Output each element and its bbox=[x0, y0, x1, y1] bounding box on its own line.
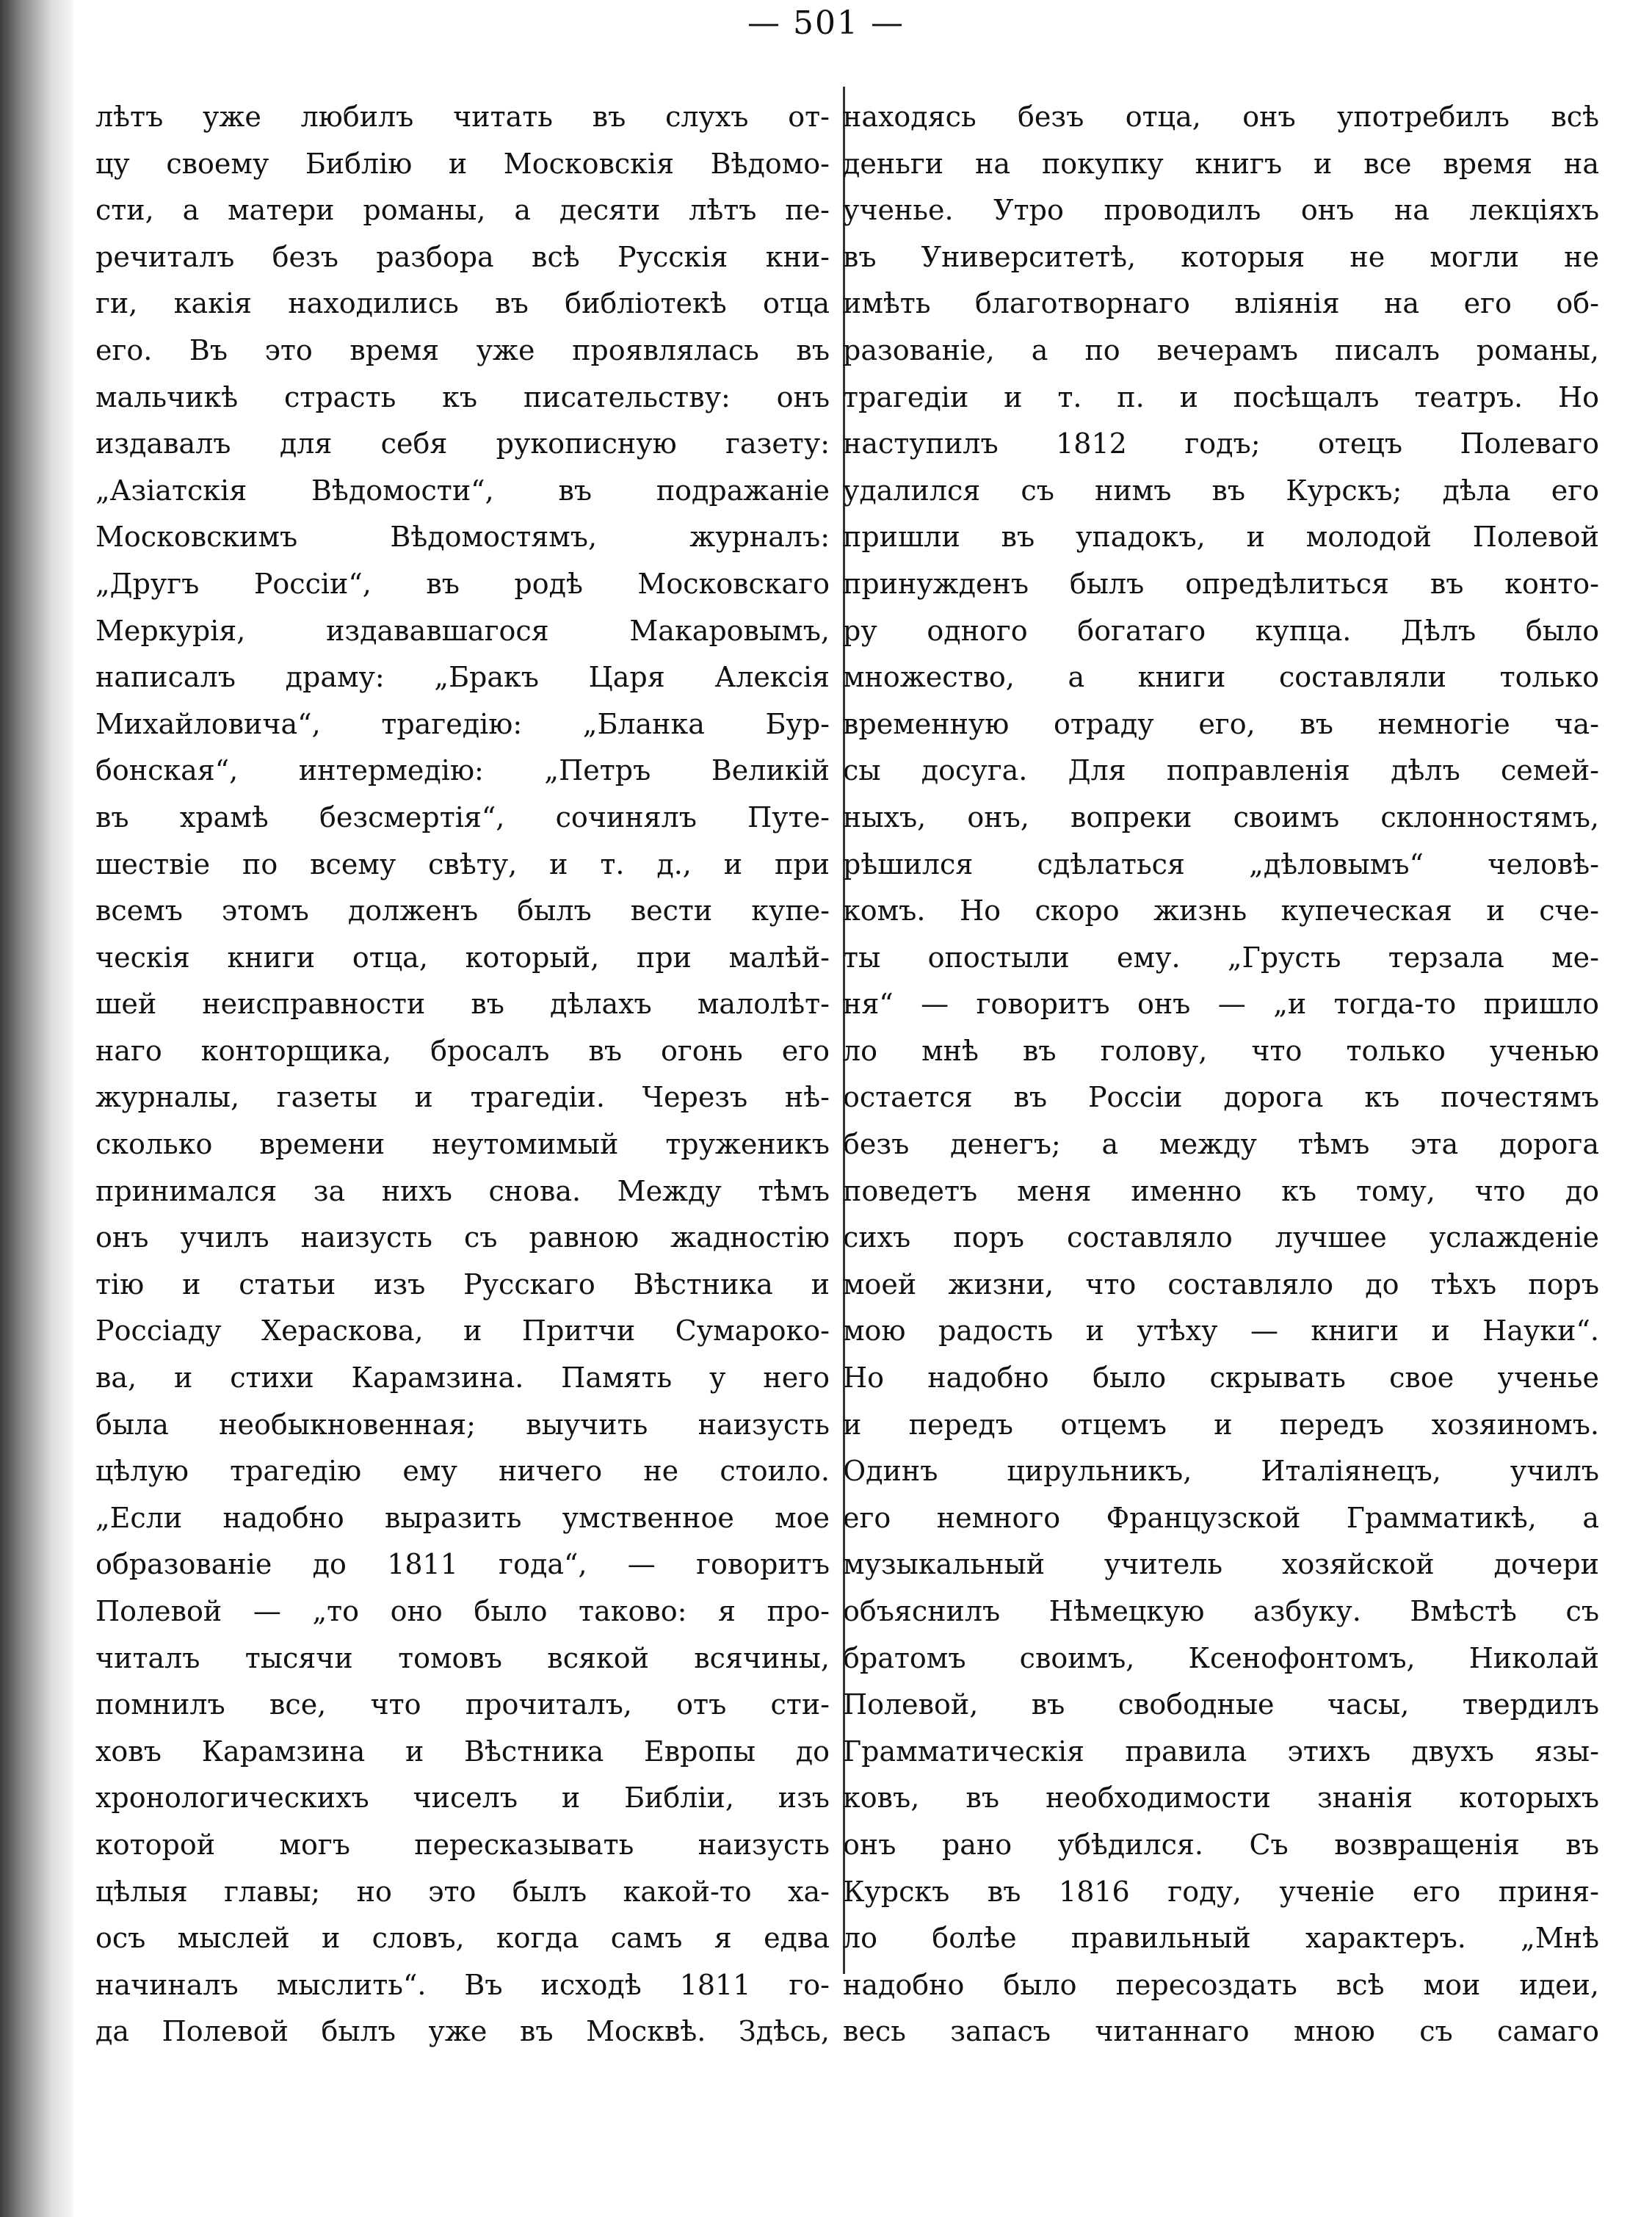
text-line: ученье. Утро проводилъ онъ на лекціяхъ bbox=[843, 194, 1599, 227]
text-line: его. Въ это время уже проявлялась въ bbox=[95, 333, 830, 366]
text-line: надобно было пересоздать всѣ мои идеи, bbox=[843, 1968, 1599, 2001]
text-line: осъ мыслей и словъ, когда самъ я едва bbox=[95, 1922, 830, 1955]
text-line: весь запасъ читаннаго мною съ самаго bbox=[843, 2015, 1599, 2048]
text-line: онъ рано убѣдился. Съ возвращенія въ bbox=[843, 1828, 1599, 1861]
text-line: „Если надобно выразить умственное мое bbox=[95, 1501, 830, 1534]
text-line: помнилъ все, что прочиталъ, отъ сти- bbox=[95, 1688, 830, 1721]
text-line: речиталъ безъ разбора всѣ Русскія кни- bbox=[95, 240, 830, 273]
text-line: въ храмѣ безсмертія“, сочинялъ Путе- bbox=[95, 800, 830, 833]
text-line: ня“ — говоритъ онъ — „и тогда-то пришло bbox=[843, 988, 1599, 1021]
text-line: Меркурія, издававшагося Макаровымъ, bbox=[95, 614, 830, 647]
text-line: была необыкновенная; выучить наизусть bbox=[95, 1408, 830, 1441]
text-line: Полевой — „то оно было таково: я про- bbox=[95, 1595, 830, 1627]
text-line: да Полевой былъ уже въ Москвѣ. Здѣсь, bbox=[95, 2015, 830, 2048]
text-line: трагедіи и т. п. и посѣщалъ театръ. Но bbox=[843, 380, 1599, 413]
text-line: поведетъ меня именно къ тому, что до bbox=[843, 1174, 1599, 1207]
text-line: начиналъ мыслить“. Въ исходѣ 1811 го- bbox=[95, 1968, 830, 2001]
text-line: наступилъ 1812 годъ; отецъ Полеваго bbox=[843, 427, 1599, 460]
text-line: ру одного богатаго купца. Дѣлъ было bbox=[843, 614, 1599, 647]
text-line: ховъ Карамзина и Вѣстника Европы до bbox=[95, 1735, 830, 1768]
text-line: которой могъ пересказывать наизусть bbox=[95, 1828, 830, 1861]
text-line: журналы, газеты и трагедіи. Черезъ нѣ- bbox=[95, 1081, 830, 1114]
text-line: множество, а книги составляли только bbox=[843, 661, 1599, 694]
text-line: пришли въ упадокъ, и молодой Полевой bbox=[843, 521, 1599, 554]
text-line: лѣтъ уже любилъ читать въ слухъ от- bbox=[95, 101, 830, 133]
text-line: „Азіатскія Вѣдомости“, въ подражаніе bbox=[95, 474, 830, 507]
text-line: ло мнѣ въ голову, что только ученью bbox=[843, 1034, 1599, 1067]
text-line: бонская“, интермедію: „Петръ Великій bbox=[95, 754, 830, 787]
text-line: Одинъ цирульникъ, Италіянецъ, училъ bbox=[843, 1455, 1599, 1488]
right-text-column bbox=[843, 94, 1599, 2055]
text-line: цу своему Библію и Московскія Вѣдомо- bbox=[95, 147, 830, 180]
text-line: деньги на покупку книгъ и все время на bbox=[843, 147, 1599, 180]
text-line: безъ денегъ; а между тѣмъ эта дорога bbox=[843, 1128, 1599, 1161]
text-line: ги, какія находились въ библіотекѣ отца bbox=[95, 287, 830, 320]
text-line: комъ. Но скоро жизнь купеческая и сче- bbox=[843, 894, 1599, 927]
text-line: принимался за нихъ снова. Между тѣмъ bbox=[95, 1174, 830, 1207]
text-line: сколько времени неутомимый труженикъ bbox=[95, 1128, 830, 1161]
text-line: ва, и стихи Карамзина. Память у него bbox=[95, 1361, 830, 1395]
text-line: цѣлыя главы; но это былъ какой-то ха- bbox=[95, 1875, 830, 1908]
text-line: всемъ этомъ долженъ былъ вести купе- bbox=[95, 894, 830, 927]
text-line: „Другъ Россіи“, въ родѣ Московскаго bbox=[95, 567, 830, 600]
text-line: остается въ Россіи дорога къ почестямъ bbox=[843, 1081, 1599, 1114]
text-line: братомъ своимъ, Ксенофонтомъ, Николай bbox=[843, 1641, 1599, 1674]
text-line: удалился съ нимъ въ Курскъ; дѣла его bbox=[843, 474, 1599, 507]
text-line: ковъ, въ необходимости знанія которыхъ bbox=[843, 1782, 1599, 1815]
text-line: и передъ отцемъ и передъ хозяиномъ. bbox=[843, 1408, 1599, 1441]
text-line: издавалъ для себя рукописную газету: bbox=[95, 427, 830, 460]
text-line: моей жизни, что составляло до тѣхъ поръ bbox=[843, 1267, 1599, 1301]
text-line: Россіаду Хераскова, и Притчи Сумароко- bbox=[95, 1314, 830, 1348]
text-line: мою радость и утѣху — книги и Науки“. bbox=[843, 1314, 1599, 1348]
text-line: ло болѣе правильный характеръ. „Мнѣ bbox=[843, 1922, 1599, 1955]
text-line: ныхъ, онъ, вопреки своимъ склонностямъ, bbox=[843, 800, 1599, 833]
text-line: его немного Французской Грамматикѣ, а bbox=[843, 1501, 1599, 1534]
text-line: принужденъ былъ опредѣлиться въ конто- bbox=[843, 567, 1599, 600]
text-line: цѣлую трагедію ему ничего не стоило. bbox=[95, 1455, 830, 1488]
text-line: временную отраду его, въ немногіе ча- bbox=[843, 707, 1599, 740]
text-line: написалъ драму: „Бракъ Царя Алексія bbox=[95, 661, 830, 694]
text-line: читалъ тысячи томовъ всякой всячины, bbox=[95, 1641, 830, 1674]
text-line: онъ училъ наизусть съ равною жадностію bbox=[95, 1221, 830, 1254]
text-line: сы досуга. Для поправленія дѣлъ семей- bbox=[843, 754, 1599, 787]
text-line: сихъ поръ составляло лучшее услажденіе bbox=[843, 1221, 1599, 1254]
text-line: Михайловича“, трагедію: „Бланка Бур- bbox=[95, 707, 830, 740]
text-line: въ Университетѣ, которыя не могли не bbox=[843, 240, 1599, 273]
text-line: тію и статьи изъ Русскаго Вѣстника и bbox=[95, 1267, 830, 1301]
text-line: шествіе по всему свѣту, и т. д., и при bbox=[95, 847, 830, 880]
text-line: образованіе до 1811 года“, — говоритъ bbox=[95, 1548, 830, 1581]
text-line: разованіе, а по вечерамъ писалъ романы, bbox=[843, 333, 1599, 366]
left-text-column bbox=[95, 94, 830, 2055]
scan-edge-shadow bbox=[0, 0, 73, 2217]
text-line: Но надобно было скрывать свое ученье bbox=[843, 1361, 1599, 1395]
text-line: объяснилъ Нѣмецкую азбуку. Вмѣстѣ съ bbox=[843, 1595, 1599, 1627]
text-line: шей неисправности въ дѣлахъ малолѣт- bbox=[95, 988, 830, 1021]
text-line: имѣть благотворнаго вліянія на его об- bbox=[843, 287, 1599, 320]
text-line: Курскъ въ 1816 году, ученіе его приня- bbox=[843, 1875, 1599, 1908]
text-line: ческія книги отца, который, при малѣй- bbox=[95, 941, 830, 974]
text-line: Полевой, въ свободные часы, твердилъ bbox=[843, 1688, 1599, 1721]
text-line: сти, а матери романы, а десяти лѣтъ пе- bbox=[95, 194, 830, 227]
page-number: — 501 — bbox=[747, 4, 905, 42]
text-line: Московскимъ Вѣдомостямъ, журналъ: bbox=[95, 521, 830, 554]
text-line: рѣшился сдѣлаться „дѣловымъ“ человѣ- bbox=[843, 847, 1599, 880]
text-line: находясь безъ отца, онъ употребилъ всѣ bbox=[843, 101, 1599, 133]
text-line: хронологическихъ чиселъ и Библіи, изъ bbox=[95, 1782, 830, 1815]
text-line: ты опостыли ему. „Грусть терзала ме- bbox=[843, 941, 1599, 974]
text-line: музыкальный учитель хозяйской дочери bbox=[843, 1548, 1599, 1581]
text-line: Грамматическія правила этихъ двухъ язы- bbox=[843, 1735, 1599, 1768]
text-line: наго конторщика, бросалъ въ огонь его bbox=[95, 1034, 830, 1067]
text-line: мальчикѣ страсть къ писательству: онъ bbox=[95, 380, 830, 413]
